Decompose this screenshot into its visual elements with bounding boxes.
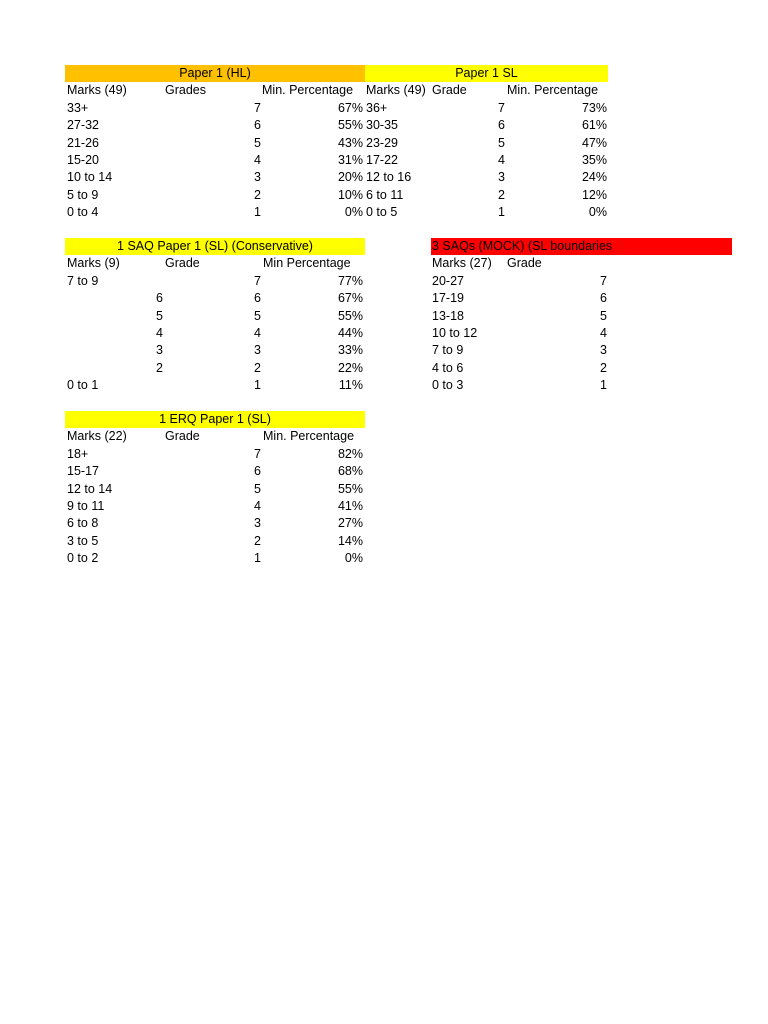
column-header: Marks (22) xyxy=(67,429,127,444)
table-title-row xyxy=(65,65,365,82)
table-row xyxy=(65,152,365,169)
marks-cell: 13-18 xyxy=(432,308,464,323)
column-header: Marks (49) xyxy=(366,83,426,98)
saq1-table xyxy=(65,238,365,395)
table-row xyxy=(365,169,608,186)
grade-cell: 5 xyxy=(254,135,261,150)
table-title: Paper 1 (HL) xyxy=(65,65,365,82)
percentage-cell: 73% xyxy=(581,100,607,115)
table-row xyxy=(65,135,365,152)
grade-cell: 4 xyxy=(600,325,607,340)
table-row xyxy=(65,342,365,359)
marks-cell: 4 to 6 xyxy=(432,360,464,375)
percentage-cell: 77% xyxy=(337,273,363,288)
column-header: Min. Percentage xyxy=(507,83,599,98)
marks-cell: 0 to 5 xyxy=(366,205,398,220)
table-title: 1 ERQ Paper 1 (SL) xyxy=(65,411,365,428)
grade-cell: 6 xyxy=(600,291,607,306)
percentage-cell: 22% xyxy=(337,360,363,375)
grade-cell: 6 xyxy=(254,118,261,133)
marks-cell: 12 to 16 xyxy=(366,170,412,185)
table-row xyxy=(65,550,365,567)
grade-cell: 4 xyxy=(254,325,261,340)
table-row xyxy=(365,187,608,204)
grade-cell: 4 xyxy=(498,152,505,167)
marks-cell: 15-17 xyxy=(67,464,99,479)
table-row xyxy=(65,533,365,550)
table-header-row xyxy=(365,82,608,99)
grade-cell: 1 xyxy=(498,205,505,220)
marks-cell: 15-20 xyxy=(67,152,99,167)
marks-cell: 10 to 14 xyxy=(67,170,113,185)
grade-cell: 3 xyxy=(498,170,505,185)
table-header-row xyxy=(431,255,731,272)
table-header-row xyxy=(65,82,365,99)
grade-cell: 7 xyxy=(254,446,261,461)
marks-cell: 27-32 xyxy=(67,118,99,133)
table-row xyxy=(65,117,365,134)
table-header-row xyxy=(65,428,365,445)
grade-cell: 4 xyxy=(254,498,261,513)
table-row xyxy=(65,360,365,377)
marks-number-cell xyxy=(125,377,163,394)
table-row xyxy=(365,152,608,169)
paper1-hl-table xyxy=(65,65,365,222)
percentage-cell: 33% xyxy=(337,343,363,358)
percentage-cell: 41% xyxy=(337,498,363,513)
marks-cell: 36+ xyxy=(366,100,388,115)
percentage-cell: 61% xyxy=(581,118,607,133)
table-row xyxy=(65,481,365,498)
table-row xyxy=(365,135,608,152)
table-row xyxy=(431,377,731,394)
table-row xyxy=(431,360,731,377)
grade-cell: 3 xyxy=(254,516,261,531)
grade-cell: 6 xyxy=(254,291,261,306)
percentage-cell: 44% xyxy=(337,325,363,340)
marks-cell: 23-29 xyxy=(366,135,398,150)
table-title-row xyxy=(65,411,365,428)
percentage-cell: 0% xyxy=(344,551,363,566)
percentage-cell: 35% xyxy=(581,152,607,167)
marks-number-cell: 6 xyxy=(156,291,163,306)
percentage-cell: 43% xyxy=(337,135,363,150)
table-row xyxy=(65,308,365,325)
marks-cell: 7 to 9 xyxy=(67,273,99,288)
percentage-cell: 67% xyxy=(337,100,363,115)
marks-cell: 30-35 xyxy=(366,118,398,133)
column-header: Min Percentage xyxy=(263,256,351,271)
marks-cell: 20-27 xyxy=(432,273,464,288)
column-header: Min. Percentage xyxy=(262,83,354,98)
table-row xyxy=(65,515,365,532)
grade-cell: 2 xyxy=(254,187,261,202)
grade-cell: 5 xyxy=(254,481,261,496)
table-header-row xyxy=(65,255,365,272)
table-title: 1 SAQ Paper 1 (SL) (Conservative) xyxy=(65,238,365,255)
grade-cell: 2 xyxy=(600,360,607,375)
marks-cell: 0 to 3 xyxy=(432,378,464,393)
marks-cell: 0 to 1 xyxy=(67,378,99,393)
table-row xyxy=(431,325,731,342)
column-header: Grades xyxy=(165,83,206,98)
marks-cell: 21-26 xyxy=(67,135,99,150)
grade-cell: 1 xyxy=(600,378,607,393)
grade-cell: 2 xyxy=(254,533,261,548)
marks-cell: 6 to 11 xyxy=(366,187,404,202)
marks-cell: 9 to 11 xyxy=(67,498,105,513)
table-row xyxy=(65,290,365,307)
marks-number-cell xyxy=(125,273,163,290)
percentage-cell: 11% xyxy=(338,378,363,393)
percentage-cell: 20% xyxy=(337,170,363,185)
table-row xyxy=(65,463,365,480)
column-header: Grade xyxy=(165,256,200,271)
table-row xyxy=(431,290,731,307)
percentage-cell: 14% xyxy=(337,533,363,548)
table-row xyxy=(431,308,731,325)
table-row xyxy=(365,204,608,221)
grade-cell: 2 xyxy=(498,187,505,202)
grade-cell: 6 xyxy=(254,464,261,479)
percentage-cell: 55% xyxy=(337,118,363,133)
grade-cell: 3 xyxy=(254,170,261,185)
marks-number-cell: 4 xyxy=(156,325,163,340)
saq3-mock-table xyxy=(431,238,731,395)
grade-cell: 2 xyxy=(254,360,261,375)
grade-cell: 1 xyxy=(254,378,261,393)
grade-cell: 1 xyxy=(254,205,261,220)
percentage-cell: 82% xyxy=(337,446,363,461)
marks-number-cell: 5 xyxy=(156,308,163,323)
percentage-cell: 0% xyxy=(344,205,363,220)
percentage-cell: 67% xyxy=(337,291,363,306)
table-row xyxy=(65,273,365,290)
table-row xyxy=(65,169,365,186)
percentage-cell: 68% xyxy=(337,464,363,479)
column-header: Grade xyxy=(432,83,467,98)
marks-cell: 17-22 xyxy=(366,152,398,167)
table-row xyxy=(65,446,365,463)
column-header: Grade xyxy=(507,256,542,271)
table-row xyxy=(65,100,365,117)
column-header: Marks (9) xyxy=(67,256,120,271)
table-row xyxy=(65,377,365,394)
grade-cell: 1 xyxy=(254,551,261,566)
grade-cell: 6 xyxy=(498,118,505,133)
table-row xyxy=(365,100,608,117)
percentage-cell: 27% xyxy=(337,516,363,531)
table-row xyxy=(65,204,365,221)
erq1-table xyxy=(65,411,365,568)
grade-cell: 7 xyxy=(254,273,261,288)
table-row xyxy=(65,187,365,204)
table-row xyxy=(65,325,365,342)
column-header: Marks (49) xyxy=(67,83,127,98)
grade-cell: 5 xyxy=(254,308,261,323)
column-header: Min. Percentage xyxy=(263,429,355,444)
percentage-cell: 0% xyxy=(588,205,607,220)
table-row xyxy=(431,273,731,290)
table-row xyxy=(365,117,608,134)
table-title: Paper 1 SL xyxy=(365,65,608,82)
paper1-sl-table xyxy=(365,65,608,222)
grade-cell: 5 xyxy=(600,308,607,323)
percentage-cell: 31% xyxy=(337,152,363,167)
marks-cell: 0 to 2 xyxy=(67,551,99,566)
grade-cell: 3 xyxy=(254,343,261,358)
marks-cell: 18+ xyxy=(67,446,89,461)
table-title-row xyxy=(365,65,608,82)
percentage-cell: 24% xyxy=(581,170,607,185)
table-title-row xyxy=(65,238,365,255)
column-header: Marks (27) xyxy=(432,256,492,271)
marks-number-cell: 2 xyxy=(156,360,163,375)
percentage-cell: 47% xyxy=(581,135,607,150)
grade-cell: 3 xyxy=(600,343,607,358)
percentage-cell: 55% xyxy=(337,308,363,323)
grade-cell: 7 xyxy=(600,273,607,288)
grade-cell: 5 xyxy=(498,135,505,150)
grade-cell: 7 xyxy=(498,100,505,115)
column-header: Grade xyxy=(165,429,200,444)
marks-cell: 7 to 9 xyxy=(432,343,464,358)
table-title: 3 SAQs (MOCK) (SL boundaries xyxy=(431,238,732,255)
table-row xyxy=(431,342,731,359)
marks-cell: 33+ xyxy=(67,100,89,115)
marks-number-cell: 3 xyxy=(156,343,163,358)
percentage-cell: 10% xyxy=(337,187,363,202)
table-title-row xyxy=(431,238,731,255)
percentage-cell: 12% xyxy=(581,187,607,202)
grade-cell: 4 xyxy=(254,152,261,167)
marks-cell: 3 to 5 xyxy=(67,533,99,548)
marks-cell: 5 to 9 xyxy=(67,187,99,202)
marks-cell: 10 to 12 xyxy=(432,325,478,340)
marks-cell: 17-19 xyxy=(432,291,464,306)
table-row xyxy=(65,498,365,515)
grade-cell: 7 xyxy=(254,100,261,115)
marks-cell: 0 to 4 xyxy=(67,205,99,220)
marks-cell: 6 to 8 xyxy=(67,516,99,531)
percentage-cell: 55% xyxy=(337,481,363,496)
marks-cell: 12 to 14 xyxy=(67,481,113,496)
